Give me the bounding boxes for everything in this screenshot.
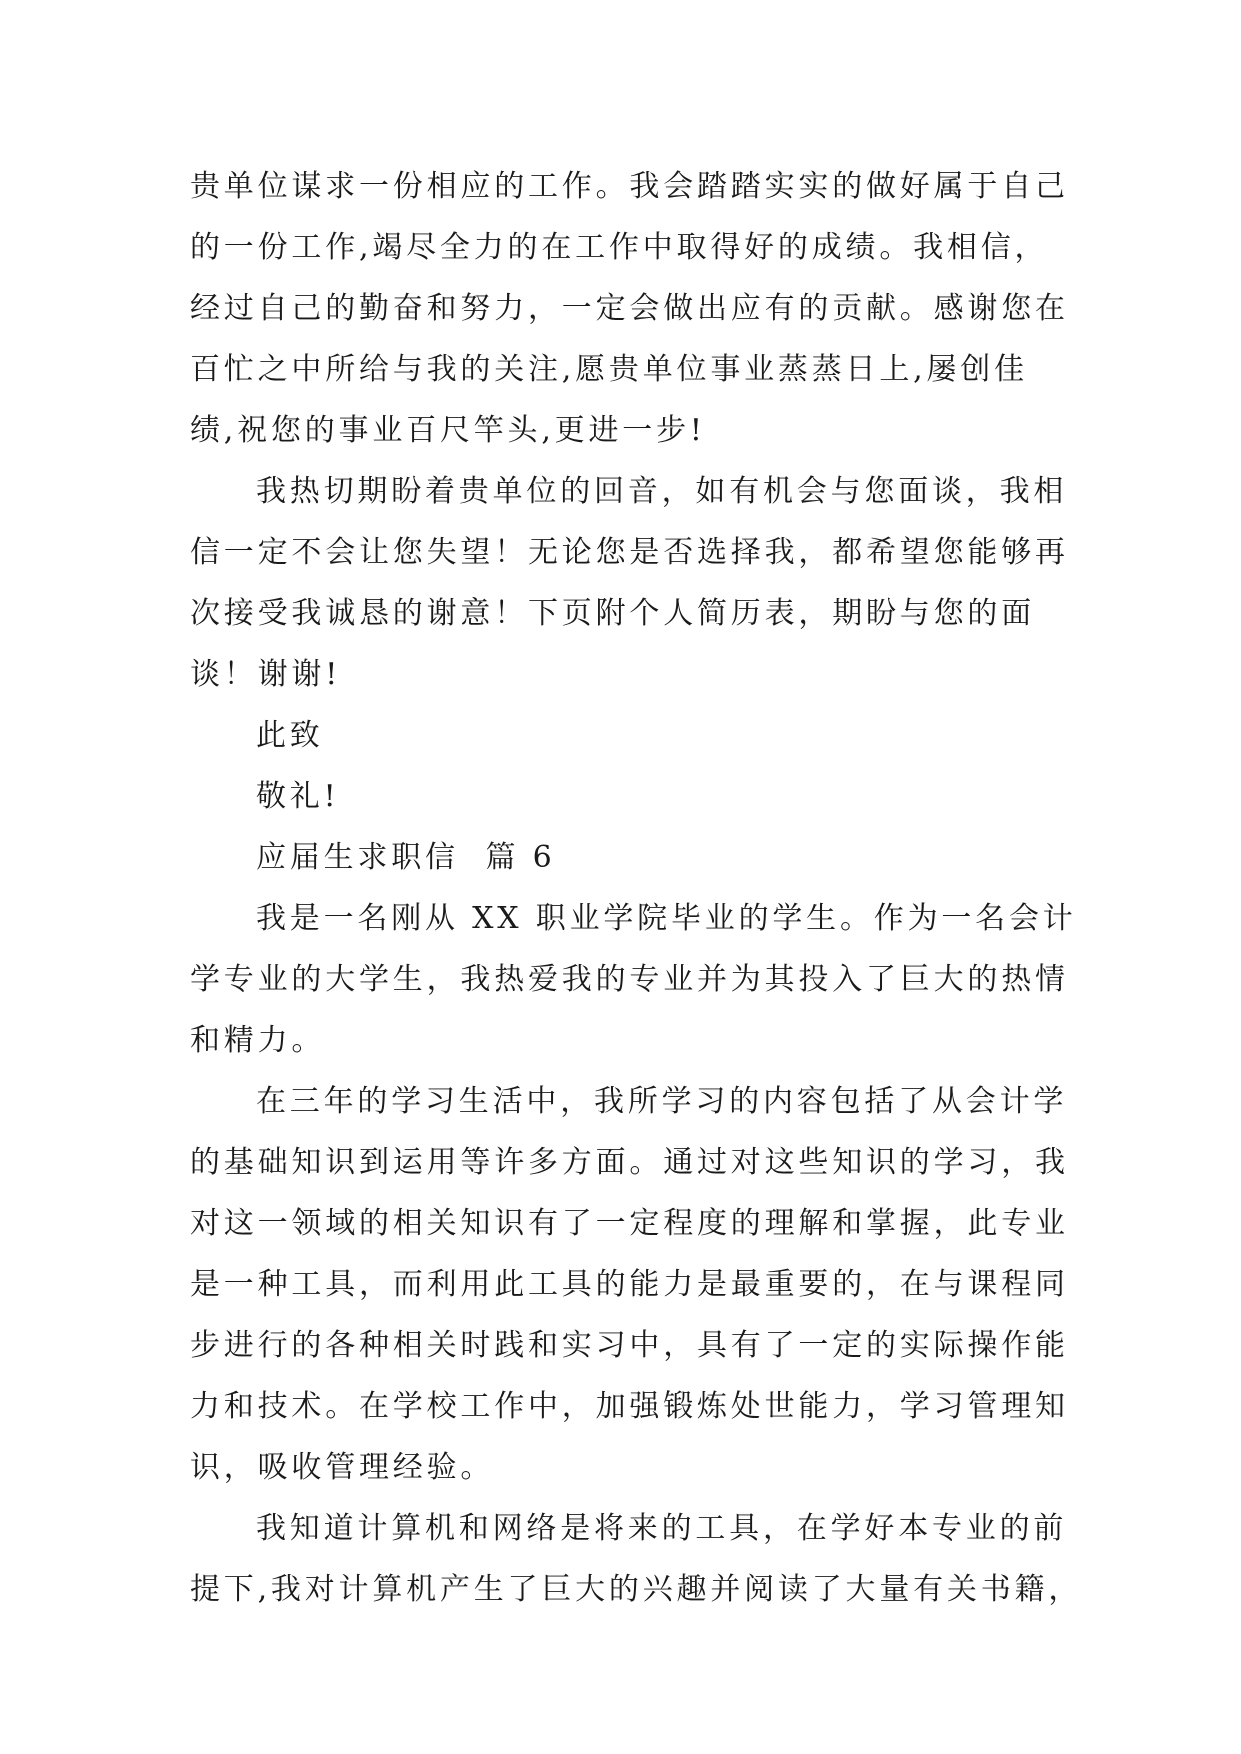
text-line: 次接受我诚恳的谢意！下页附个人简历表，期盼与您的面	[190, 596, 1035, 631]
text-line: 谈！谢谢!	[190, 657, 342, 692]
paragraph-start-line: 我是一名刚从 XX 职业学院毕业的学生。作为一名会计	[256, 901, 1077, 936]
text-line: 绩,祝您的事业百尺竿头,更进一步!	[190, 413, 706, 448]
paragraph-start-line: 我知道计算机和网络是将来的工具，在学好本专业的前	[256, 1511, 1068, 1546]
closing-salutation: 此致	[256, 718, 324, 753]
text-line: 学专业的大学生，我热爱我的专业并为其投入了巨大的热情	[190, 962, 1069, 997]
text-line: 提下,我对计算机产生了巨大的兴趣并阅读了大量有关书籍，	[190, 1572, 1083, 1607]
text-line: 力和技术。在学校工作中，加强锻炼处世能力，学习管理知	[190, 1389, 1069, 1424]
text-line: 识，吸收管理经验。	[190, 1450, 495, 1485]
text-line: 贵单位谋求一份相应的工作。我会踏踏实实的做好属于自己	[190, 169, 1069, 204]
text-line: 的一份工作,竭尽全力的在工作中取得好的成绩。我相信，	[190, 230, 1049, 265]
paragraph-start-line: 我热切期盼着贵单位的回音，如有机会与您面谈，我相	[256, 474, 1068, 509]
text-line: 信一定不会让您失望！无论您是否选择我，都希望您能够再	[190, 535, 1069, 570]
section-heading: 应届生求职信 篇 6	[256, 840, 556, 875]
text-line: 经过自己的勤奋和努力，一定会做出应有的贡献。感谢您在	[190, 291, 1069, 326]
text-line: 步进行的各种相关时践和实习中，具有了一定的实际操作能	[190, 1328, 1069, 1363]
text-line: 对这一领域的相关知识有了一定程度的理解和掌握，此专业	[190, 1206, 1069, 1241]
paragraph-start-line: 在三年的学习生活中，我所学习的内容包括了从会计学	[256, 1084, 1068, 1119]
text-line: 的基础知识到运用等许多方面。通过对这些知识的学习，我	[190, 1145, 1069, 1180]
closing-regards: 敬礼!	[256, 779, 340, 814]
text-line: 是一种工具，而利用此工具的能力是最重要的，在与课程同	[190, 1267, 1069, 1302]
text-line: 和精力。	[190, 1023, 326, 1058]
text-line: 百忙之中所给与我的关注,愿贵单位事业蒸蒸日上,屡创佳	[190, 352, 1028, 387]
document-page	[190, 156, 1083, 1620]
